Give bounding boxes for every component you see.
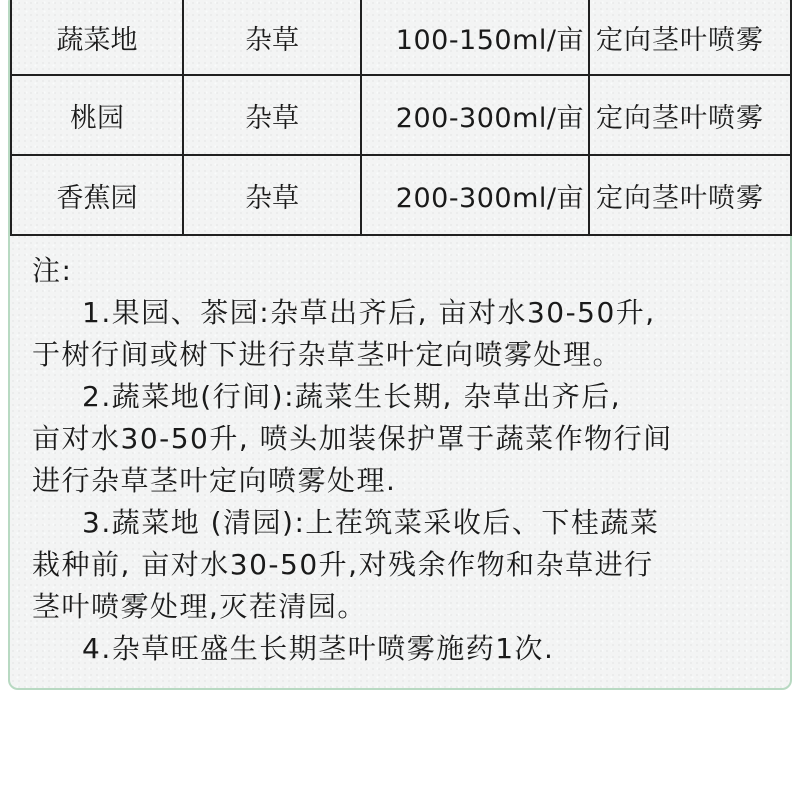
table-row <box>11 75 791 155</box>
crop-cell: 桃园 <box>11 75 183 155</box>
notes-label: 注: <box>32 254 73 287</box>
rate-cell: 200-300ml/亩 <box>361 75 589 155</box>
rate-cell: 200-300ml/亩 <box>361 155 589 235</box>
note-line: 1.果园、茶园:杂草出齐后, 亩对水30-50升, <box>82 296 656 329</box>
method-cell: 定向茎叶喷雾 <box>589 0 791 75</box>
target-cell: 杂草 <box>183 75 361 155</box>
note-line: 于树行间或树下进行杂草茎叶定向喷雾处理。 <box>32 338 623 371</box>
note-line: 茎叶喷雾处理,灭茬清园。 <box>32 590 367 623</box>
method-cell: 定向茎叶喷雾 <box>589 155 791 235</box>
note-line: 进行杂草茎叶定向喷雾处理. <box>32 464 397 497</box>
crop-cell: 蔬菜地 <box>11 0 183 75</box>
note-line: 4.杂草旺盛生长期茎叶喷雾施药1次. <box>82 632 555 665</box>
table-row <box>11 155 791 235</box>
note-line: 3.蔬菜地 (清园):上茬筑菜采收后、下桂蔬菜 <box>82 506 660 539</box>
notes-section <box>32 250 782 670</box>
table-row <box>11 0 791 75</box>
method-cell: 定向茎叶喷雾 <box>589 75 791 155</box>
target-cell: 杂草 <box>183 0 361 75</box>
note-line: 2.蔬菜地(行间):蔬菜生长期, 杂草出齐后, <box>82 380 622 413</box>
crop-cell: 香蕉园 <box>11 155 183 235</box>
rate-cell: 100-150ml/亩 <box>361 0 589 75</box>
target-cell: 杂草 <box>183 155 361 235</box>
note-line: 栽种前, 亩对水30-50升,对残余作物和杂草进行 <box>32 548 654 581</box>
usage-table <box>10 0 792 236</box>
note-line: 亩对水30-50升, 喷头加装保护罩于蔬菜作物行间 <box>32 422 673 455</box>
